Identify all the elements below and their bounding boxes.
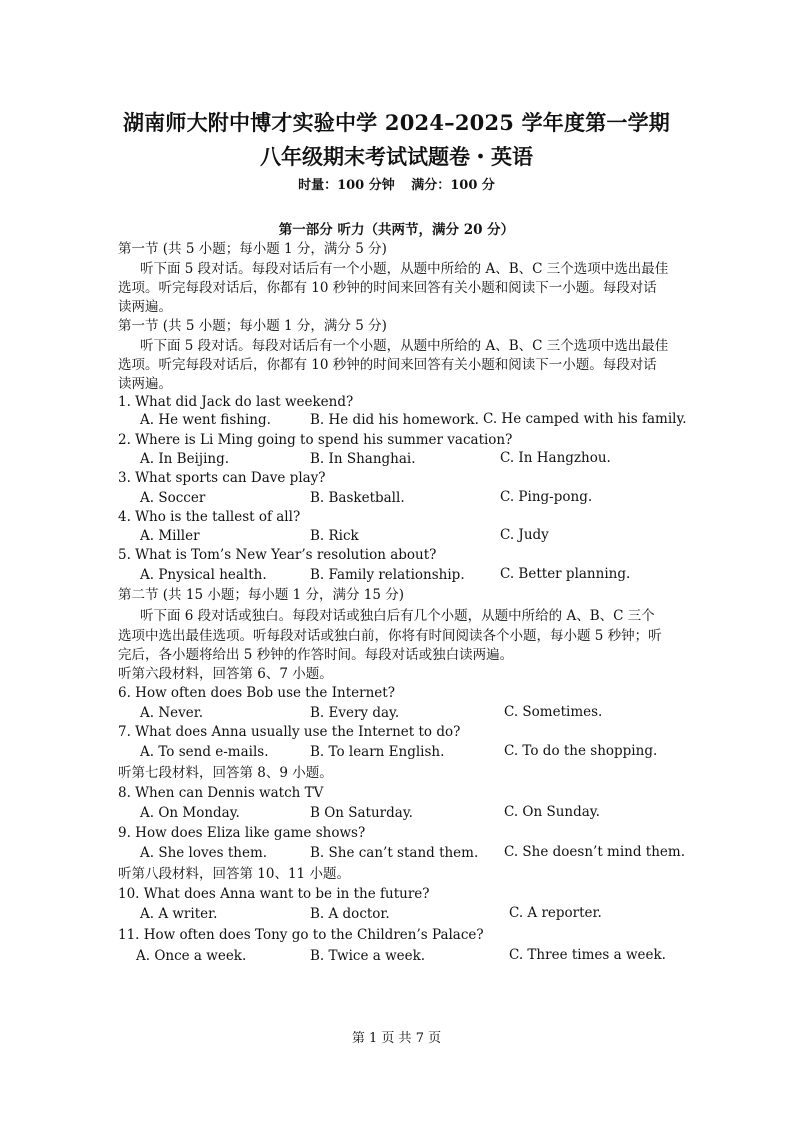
question-1-stem: 1. What did Jack do last weekend? <box>118 394 354 410</box>
question-3-option-b: B. Basketball. <box>310 490 405 506</box>
question-7-option-c: C. To do the shopping. <box>504 743 658 759</box>
question-1-option-a: A. He went fishing. <box>140 412 271 428</box>
question-7-option-b: B. To learn English. <box>310 744 445 760</box>
question-8-stem: 8. When can Dennis watch TV <box>118 785 324 801</box>
question-11-option-a: A. Once a week. <box>136 948 247 964</box>
section2-heading: 第二节 (共 15 小题；每小题 1 分，满分 15 分) <box>118 587 405 603</box>
question-7-option-a: A. To send e-mails. <box>140 744 269 760</box>
section2-instr-line1: 听下面 6 段对话或独白。每段对话或独白后有几个小题，从题中所给的 A、B、C 三个 <box>140 608 655 624</box>
question-10-option-a: A. A writer. <box>140 906 218 922</box>
question-3-stem: 3. What sports can Dave play? <box>118 470 326 486</box>
question-8-option-c: C. On Sunday. <box>504 804 600 820</box>
material-6-instruction: 听第六段材料，回答第 6、7 小题。 <box>118 666 333 682</box>
page-number: 第 1 页 共 7 页 <box>351 1031 442 1046</box>
question-5-option-a: A. Pnysical health. <box>140 567 267 583</box>
material-7-instruction: 听第七段材料，回答第 8、9 小题。 <box>118 765 333 781</box>
question-10-option-b: B. A doctor. <box>310 906 390 922</box>
question-11-option-c: C. Three times a week. <box>509 947 666 963</box>
exam-title-school: 湖南师大附中博才实验中学 2024–2025 学年度第一学期 <box>122 110 670 135</box>
section2-instr-line3: 完后，各小题将给出 5 秒钟的作答时间。每段对话或独白读两遍。 <box>118 647 514 663</box>
question-5-option-b: B. Family relationship. <box>310 567 465 583</box>
question-4-option-c: C. Judy <box>500 527 549 543</box>
material-8-instruction: 听第八段材料，回答第 10、11 小题。 <box>118 866 350 882</box>
question-9-stem: 9. How does Eliza like game shows? <box>118 825 366 841</box>
exam-time: 时量：100 分钟 <box>298 178 395 193</box>
section1a-instr-line2: 选项。听完每段对话后，你都有 10 秒钟的时间来回答有关小题和阅读下一小题。每段对话 <box>118 280 657 296</box>
question-2-option-b: B. In Shanghai. <box>310 451 416 467</box>
section1a-instr-line3: 读两遍。 <box>118 299 172 315</box>
question-4-stem: 4. Who is the tallest of all? <box>118 509 301 525</box>
question-6-option-b: B. Every day. <box>310 705 400 721</box>
question-2-option-a: A. In Beijing. <box>140 451 230 467</box>
question-1-option-c: C. He camped with his family. <box>483 411 687 427</box>
exam-title-subject: 八年级期末考试试题卷・英语 <box>260 144 533 169</box>
question-10-option-c: C. A reporter. <box>509 905 602 921</box>
question-6-stem: 6. How often does Bob use the Internet? <box>118 685 395 701</box>
question-10-stem: 10. What does Anna want to be in the future? <box>118 886 430 902</box>
question-9-option-b: B. She can’t stand them. <box>310 845 479 861</box>
question-5-option-c: C. Better planning. <box>500 566 631 582</box>
question-2-stem: 2. Where is Li Ming going to spend his summer vacation? <box>118 432 513 448</box>
section2-instr-line2: 选项中选出最佳选项。听每段对话或独白前，你将有时间阅读各个小题，每小题 5 秒钟；听 <box>118 628 662 644</box>
question-1-option-b: B. He did his homework. <box>310 412 479 428</box>
question-6-option-c: C. Sometimes. <box>504 704 603 720</box>
question-2-option-c: C. In Hangzhou. <box>500 450 611 466</box>
question-9-option-c: C. She doesn’t mind them. <box>504 844 685 860</box>
question-3-option-a: A. Soccer <box>140 490 206 506</box>
exam-score: 满分：100 分 <box>411 178 495 193</box>
question-4-option-a: A. Miller <box>140 528 200 544</box>
section1b-heading: 第一节 (共 5 小题；每小题 1 分，满分 5 分) <box>118 318 387 334</box>
question-11-stem: 11. How often does Tony go to the Children’s Palace? <box>118 927 484 943</box>
section1b-instr-line1: 听下面 5 段对话。每段对话后有一个小题，从题中所给的 A、B、C 三个选项中选出最佳 <box>140 338 669 354</box>
section1a-heading: 第一节 (共 5 小题；每小题 1 分，满分 5 分) <box>118 241 387 257</box>
question-8-option-a: A. On Monday. <box>140 805 240 821</box>
question-11-option-b: B. Twice a week. <box>310 948 426 964</box>
exam-meta <box>0 174 793 193</box>
question-7-stem: 7. What does Anna usually use the Internet to do? <box>118 724 461 740</box>
part1-title: 第一部分 听力（共两节，满分 20 分） <box>278 222 515 238</box>
section1b-instr-line2: 选项。听完每段对话后，你都有 10 秒钟的时间来回答有关小题和阅读下一小题。每段对话 <box>118 357 657 373</box>
question-8-option-b: B On Saturday. <box>310 805 413 821</box>
question-6-option-a: A. Never. <box>140 705 204 721</box>
section1b-instr-line3: 读两遍。 <box>118 376 172 392</box>
question-9-option-a: A. She loves them. <box>140 845 268 861</box>
question-3-option-c: C. Ping-pong. <box>500 489 593 505</box>
section1a-instr-line1: 听下面 5 段对话。每段对话后有一个小题，从题中所给的 A、B、C 三个选项中选出最佳 <box>140 261 669 277</box>
question-5-stem: 5. What is Tom’s New Year’s resolution about? <box>118 547 437 563</box>
question-4-option-b: B. Rick <box>310 528 359 544</box>
